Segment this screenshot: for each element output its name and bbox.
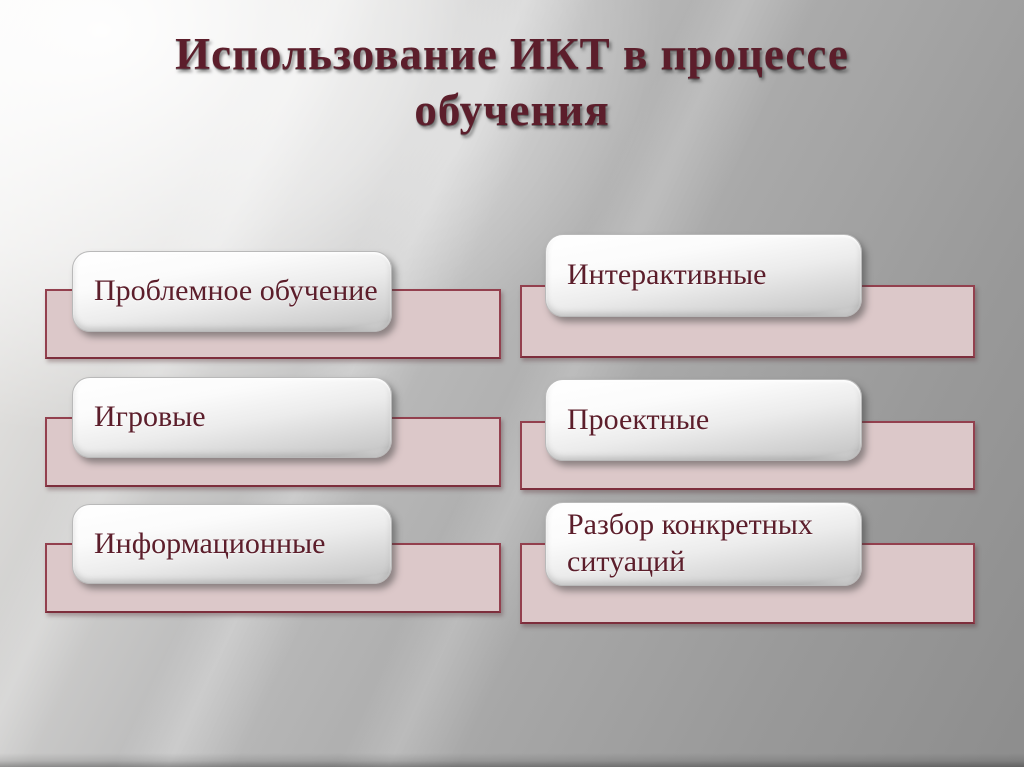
method-label: Информационные (94, 526, 326, 560)
method-pill (72, 504, 392, 584)
method-pill (545, 379, 862, 461)
method-pill (72, 251, 392, 332)
bottom-edge-shadow (0, 753, 1024, 767)
method-pill (545, 502, 862, 586)
method-label: Интерактивные (567, 258, 767, 292)
method-pill (545, 234, 862, 317)
slide-title: Использование ИКТ в процессе обучения (175, 29, 849, 136)
method-label: Игровые (94, 400, 206, 434)
method-label: Проблемное обучение (94, 274, 378, 308)
method-pill (72, 377, 392, 458)
method-label: Проектные (567, 402, 710, 436)
method-label: Разбор конкретных ситуаций (567, 508, 813, 578)
